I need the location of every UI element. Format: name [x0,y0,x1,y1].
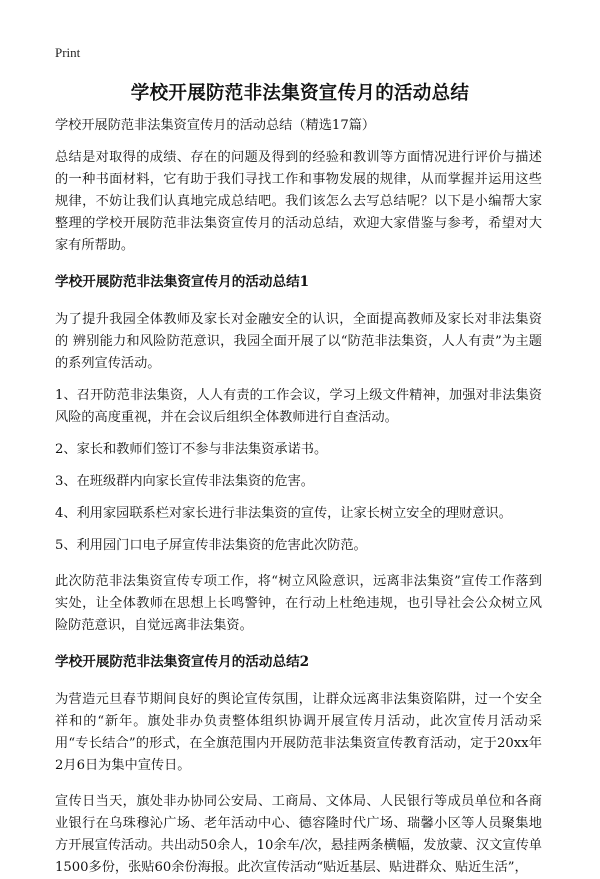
intro-paragraph: 总结是对取得的成绩、存在的问题及得到的经验和教训等方面情况进行评价与描述的一种书面材料，它有助于我们寻找工作和事物发展的规律，从而掌握并运用这些规律，不妨让我们认真地完成总结吧。我们该怎么去写总结呢？以下是小编帮大家整理的学校开展防范非法集资宣传月的活动总结，欢迎大家借鉴与参考，希望对大家有所帮助。 [55,150,542,253]
section-1-item: 5、利用园门口电子屏宣传非法集资的危害此次防范。 [55,538,367,553]
article-body [55,115,542,879]
section-1-item: 4、利用家园联系栏对家长进行非法集资的宣传，让家长树立安全的理财意识。 [55,506,512,521]
section-1-paragraph: 为了提升我园全体教师及家长对金融安全的认识，全面提高教师及家长对非法集资的 辨别能力和风险防范意识，我园全面开展了以“防范非法集资，人人有责”为主题的系列宣传活动。 [55,312,542,371]
section-2-paragraph: 宣传日当天，旗处非办协同公安局、工商局、文体局、人民银行等成员单位和各商业银行在乌珠穆沁广场、老年活动中心、德容隆时代广场、瑞馨小区等人员聚集地方开展宣传活动。共出动50余人，10余车/次，悬挂两条横幅，发放蒙、汉文宣传单1500多份，张贴60余份海报。此次宣传活动“贴近基层、贴进群众、贴近生活”， [55,794,542,875]
section-2-heading: 学校开展防范非法集资宣传月的活动总结2 [55,654,310,670]
section-1-item: 2、家长和教师们签订不参与非法集资承诺书。 [55,442,328,457]
print-link[interactable]: Print [55,45,81,60]
section-1-item: 1、召开防范非法集资，人人有责的工作会议，学习上级文件精神，加强对非法集资风险的高度重视，并在会议后组织全体教师进行自查活动。 [55,388,542,425]
article-subtitle: 学校开展防范非法集资宣传月的活动总结（精选17篇） [55,118,376,133]
section-1-heading: 学校开展防范非法集资宣传月的活动总结1 [55,274,310,290]
section-1-item: 3、在班级群内向家长宣传非法集资的危害。 [55,474,314,489]
page-title: 学校开展防范非法集资宣传月的活动总结 [130,83,470,104]
section-1-conclusion: 此次防范非法集资宣传专项工作，将“树立风险意识，远离非法集资”宣传工作落到实处，让全体教师在思想上长鸣警钟，在行动上杜绝违规，也引导社会公众树立风险防范意识，自觉远离非法集资。 [55,574,542,633]
section-2-paragraph: 为营造元旦春节期间良好的舆论宣传氛围，让群众远离非法集资陷阱，过一个安全祥和的“新年。旗处非办负责整体组织协调开展宣传月活动，此次宣传月活动采用“专长结合”的形式，在全旗范围内开展防范非法集资宣传教育活动，定于20xx年2月6日为集中宣传日。 [55,692,542,773]
